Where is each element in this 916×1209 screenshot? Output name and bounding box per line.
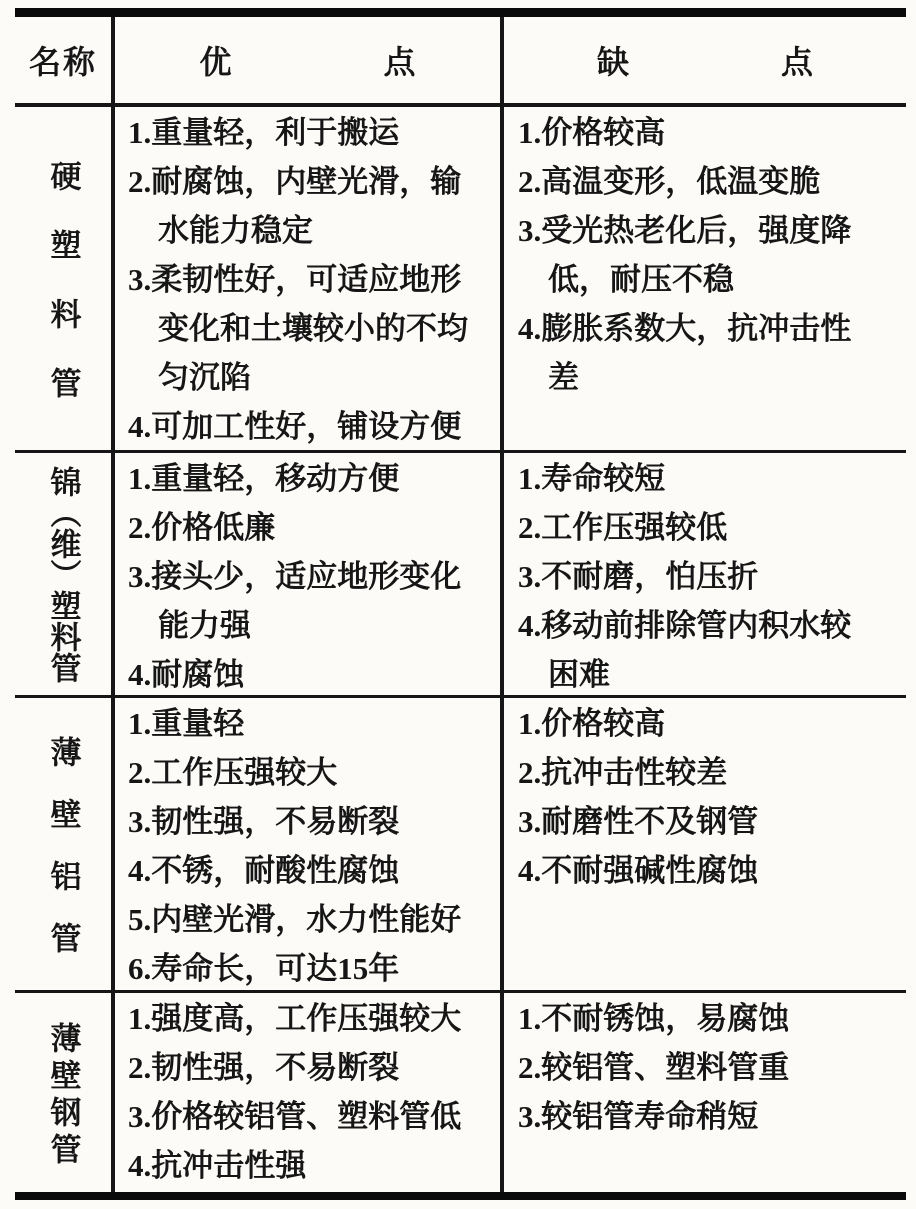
list-item: 3.韧性强，不易断裂 bbox=[128, 804, 400, 839]
advantages-cell bbox=[115, 107, 504, 453]
row-name-cell bbox=[15, 993, 115, 1192]
list-item: 2.抗冲击性较差 bbox=[518, 755, 728, 790]
row-name-label: 锦（维）塑料管 bbox=[45, 465, 81, 683]
header-disadvantages-char: 缺 bbox=[596, 44, 629, 80]
header-advantages-char: 点 bbox=[383, 44, 416, 80]
disadvantages-cell bbox=[504, 993, 906, 1192]
row-name-cell bbox=[15, 107, 115, 453]
advantages-cell bbox=[115, 993, 504, 1192]
list-item: 1.寿命较短 bbox=[518, 461, 666, 496]
list-item: 1.不耐锈蚀，易腐蚀 bbox=[518, 1001, 790, 1036]
list-item: 1.价格较高 bbox=[518, 706, 666, 741]
list-item: 3.柔韧性好，可适应地形变化和土壤较小的不均匀沉陷 bbox=[128, 262, 468, 395]
list-item: 4.不耐强碱性腐蚀 bbox=[518, 853, 759, 888]
header-name-label: 名称 bbox=[28, 44, 97, 80]
header-cell-disadvantages bbox=[504, 17, 906, 107]
disadvantages-cell bbox=[504, 698, 906, 993]
list-item: 4.膨胀系数大，抗冲击性差 bbox=[518, 311, 852, 395]
disadvantages-cell bbox=[504, 107, 906, 453]
list-item: 3.接头少，适应地形变化能力强 bbox=[128, 559, 462, 643]
list-item: 4.可加工性好，铺设方便 bbox=[128, 409, 462, 444]
header-cell-name bbox=[15, 17, 115, 107]
row-name-label: 薄壁钢管 bbox=[45, 1021, 81, 1170]
list-item: 3.价格较铝管、塑料管低 bbox=[128, 1099, 462, 1134]
list-item: 6.寿命长，可达15年 bbox=[128, 951, 400, 986]
list-item: 1.重量轻，移动方便 bbox=[128, 461, 400, 496]
advantages-cell bbox=[115, 453, 504, 698]
header-advantages-char: 优 bbox=[199, 44, 232, 80]
list-item: 4.不锈，耐酸性腐蚀 bbox=[128, 853, 400, 888]
list-item: 1.重量轻 bbox=[128, 706, 245, 741]
list-item: 2.耐腐蚀，内壁光滑，输水能力稳定 bbox=[128, 164, 462, 248]
list-item: 2.韧性强，不易断裂 bbox=[128, 1050, 400, 1085]
header-disadvantages-char: 点 bbox=[781, 44, 814, 80]
list-item: 5.内壁光滑，水力性能好 bbox=[128, 902, 462, 937]
advantages-cell bbox=[115, 698, 504, 993]
list-item: 3.耐磨性不及钢管 bbox=[518, 804, 759, 839]
row-name-label: 硬塑料管 bbox=[45, 159, 81, 436]
row-name-label: 薄壁铝管 bbox=[45, 735, 81, 984]
list-item: 2.价格低廉 bbox=[128, 510, 276, 545]
list-item: 4.移动前排除管内积水较困难 bbox=[518, 608, 852, 692]
row-name-cell bbox=[15, 698, 115, 993]
list-item: 1.重量轻，利于搬运 bbox=[128, 115, 400, 150]
list-item: 1.强度高，工作压强较大 bbox=[128, 1001, 462, 1036]
list-item: 2.高温变形，低温变脆 bbox=[518, 164, 821, 199]
list-item: 3.不耐磨，怕压折 bbox=[518, 559, 759, 594]
list-item: 2.较铝管、塑料管重 bbox=[518, 1050, 790, 1085]
disadvantages-cell bbox=[504, 453, 906, 698]
list-item: 4.耐腐蚀 bbox=[128, 657, 245, 692]
list-item: 1.价格较高 bbox=[518, 115, 666, 150]
list-item: 3.受光热老化后，强度降低，耐压不稳 bbox=[518, 213, 852, 297]
header-cell-advantages bbox=[115, 17, 504, 107]
list-item: 4.抗冲击性强 bbox=[128, 1148, 307, 1183]
list-item: 2.工作压强较大 bbox=[128, 755, 338, 790]
pipe-comparison-table bbox=[15, 8, 906, 1200]
list-item: 3.较铝管寿命稍短 bbox=[518, 1099, 759, 1134]
row-name-cell bbox=[15, 453, 115, 698]
list-item: 2.工作压强较低 bbox=[518, 510, 728, 545]
